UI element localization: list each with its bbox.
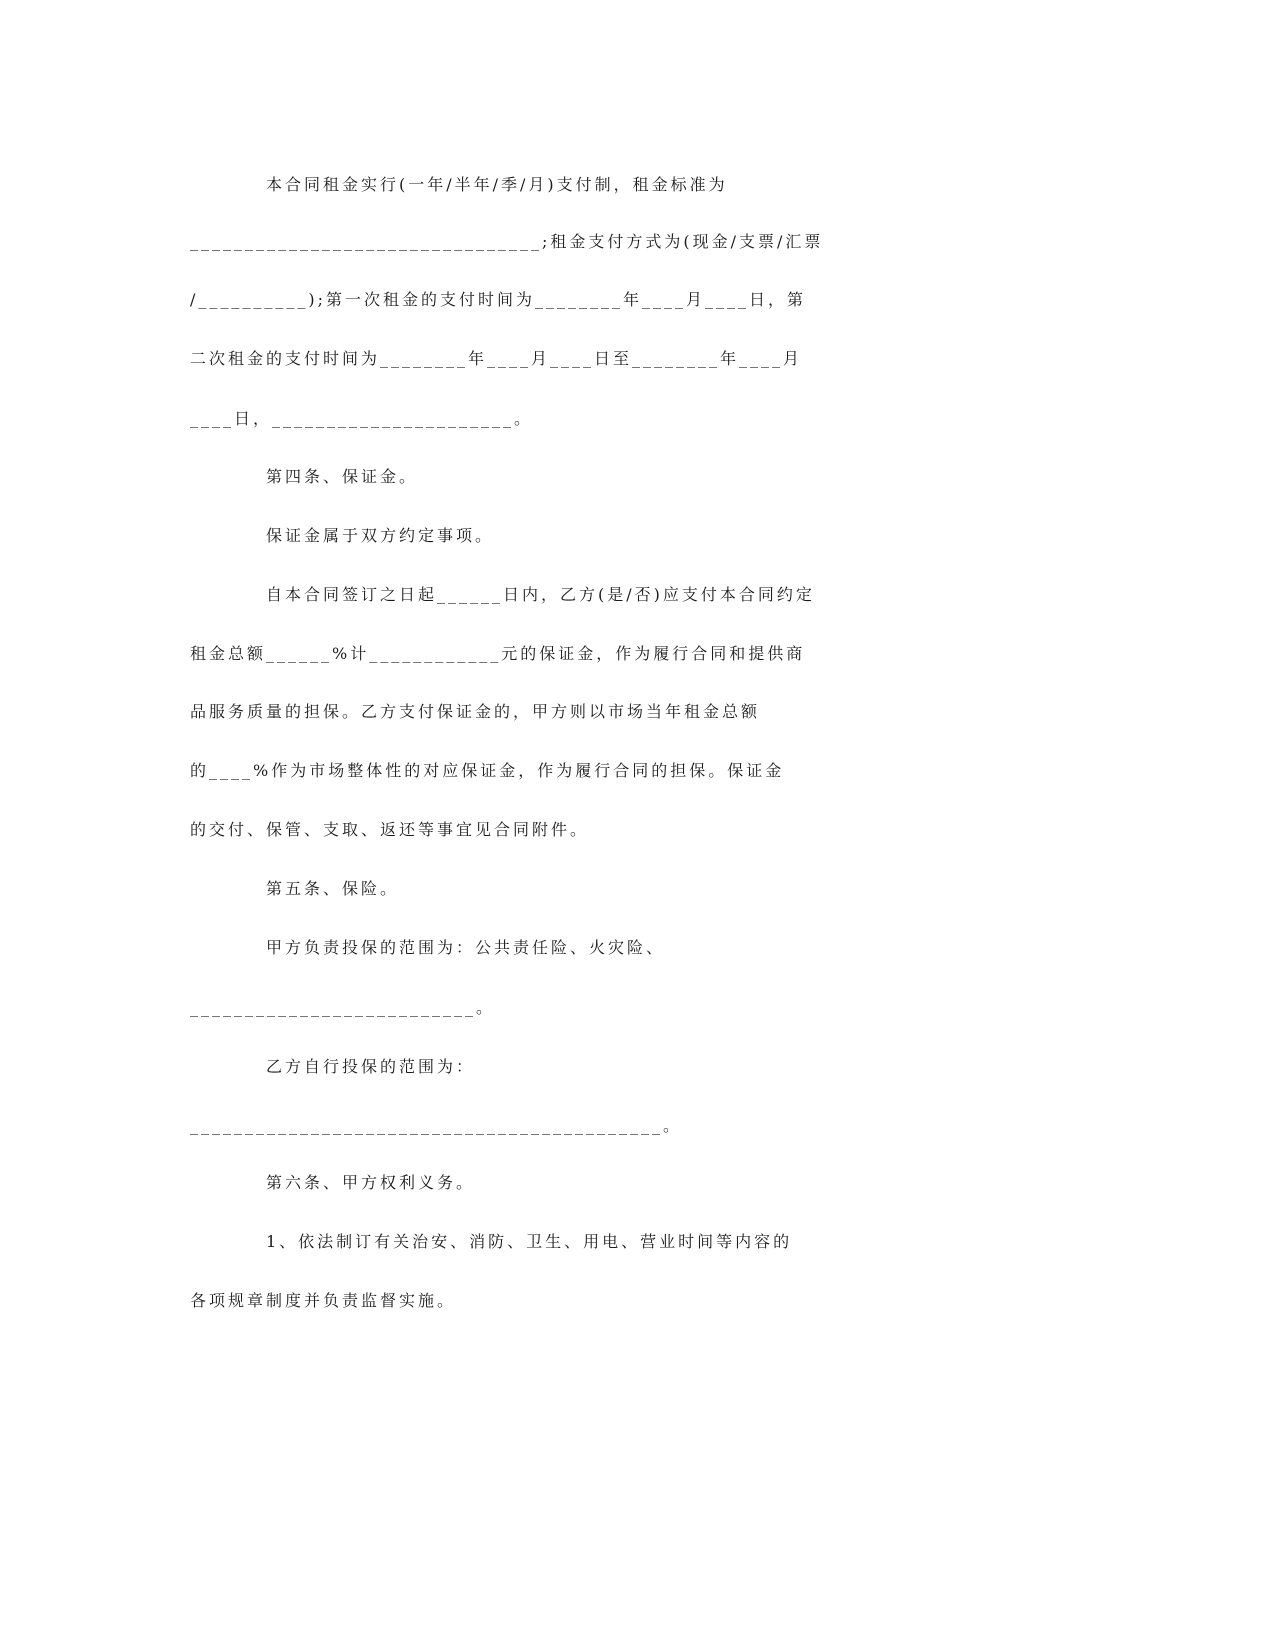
paragraph-line: 的____%作为市场整体性的对应保证金，作为履行合同的担保。保证金 <box>190 761 785 780</box>
paragraph-line: __________________________。 <box>190 998 496 1017</box>
paragraph-line: 保证金属于双方约定事项。 <box>266 526 495 545</box>
paragraph-line: 各项规章制度并负责监督实施。 <box>190 1291 457 1310</box>
paragraph-line: /__________);第一次租金的支付时间为________年____月____日，第 <box>190 290 807 309</box>
paragraph-line: ____日，______________________。 <box>190 409 534 428</box>
paragraph-line: 的交付、保管、支取、返还等事宜见合同附件。 <box>190 820 590 839</box>
paragraph-line: ________________________________;租金支付方式为(现金/支票/汇票 <box>190 232 824 251</box>
section-heading-4: 第四条、保证金。 <box>266 467 419 486</box>
paragraph-line: ___________________________________________。 <box>190 1116 683 1135</box>
paragraph-line: 租金总额______%计____________元的保证金，作为履行合同和提供商 <box>190 644 806 663</box>
section-heading-5: 第五条、保险。 <box>266 879 400 898</box>
paragraph-line: 二次租金的支付时间为________年____月____日至________年____月 <box>190 349 803 368</box>
section-heading-6: 第六条、甲方权利义务。 <box>266 1173 476 1192</box>
paragraph-line: 1、依法制订有关治安、消防、卫生、用电、营业时间等内容的 <box>266 1232 793 1251</box>
paragraph-line: 乙方自行投保的范围为： <box>266 1057 476 1076</box>
paragraph-line: 甲方负责投保的范围为：公共责任险、火灾险、 <box>266 938 666 957</box>
paragraph-line: 品服务质量的担保。乙方支付保证金的，甲方则以市场当年租金总额 <box>190 702 761 721</box>
paragraph-line: 自本合同签订之日起______日内，乙方(是/否)应支付本合同约定 <box>266 585 815 604</box>
paragraph-line: 本合同租金实行(一年/半年/季/月)支付制，租金标准为 <box>266 175 728 194</box>
